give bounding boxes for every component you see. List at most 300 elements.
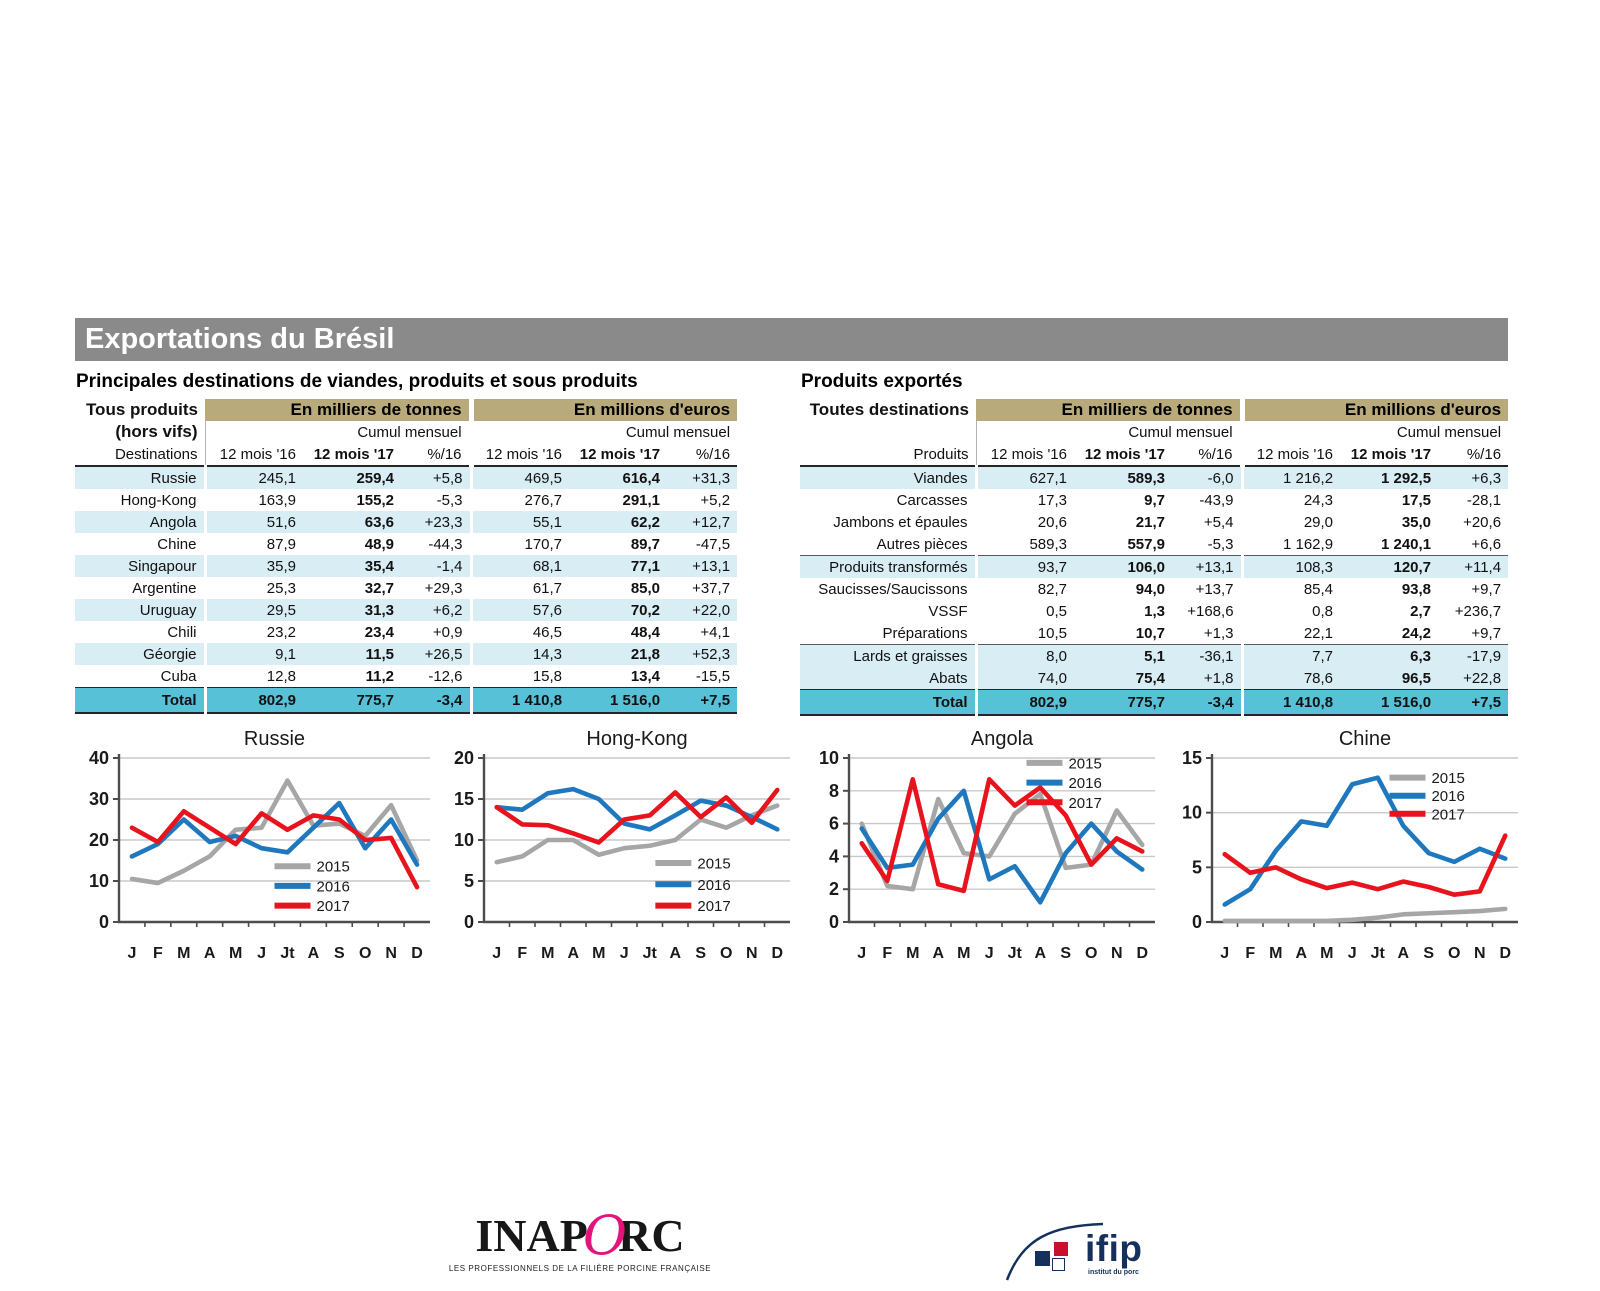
ifip-square-red-icon (1054, 1242, 1068, 1256)
table-cell: 35,9 (205, 555, 303, 577)
table-cell: 32,7 (364, 579, 394, 597)
chart-label: S (695, 945, 707, 962)
chart-label: A (567, 945, 580, 962)
table-cell: 1 292,5 (1340, 466, 1438, 489)
table-cell: 0,8 (1242, 600, 1340, 622)
chart-label: 6 (828, 813, 839, 834)
table-cell: 70,2 (569, 599, 667, 621)
table-cell: +4,1 (700, 623, 731, 641)
table-cell: 87,9 (205, 533, 303, 555)
table-cell: Cumul mensuel (205, 421, 471, 443)
table-cell: 12 mois '16 (976, 443, 1074, 466)
table-cell: +5,2 (700, 491, 731, 509)
chart-label: J (984, 945, 994, 962)
chart-label: A (669, 945, 682, 962)
table-cell: 93,7 (976, 556, 1074, 579)
table-row (75, 466, 737, 489)
ifip-tagline: institut du porc (1088, 1269, 1139, 1276)
chart-label: 2017 (1431, 806, 1465, 824)
chart-label: J (127, 945, 137, 962)
table-cell: 775,7 (303, 688, 401, 714)
chart-title: Hong-Kong (586, 728, 688, 750)
table-cell: (hors vifs) (115, 422, 198, 441)
chart-label: M (592, 945, 606, 962)
chart-label: M (906, 945, 920, 962)
table-cell: 46,5 (471, 621, 569, 643)
table-cell: %/16 (667, 443, 737, 466)
table-cell: 120,7 (1340, 556, 1438, 579)
chart-label: Jt (1007, 945, 1022, 962)
table-cell: Cumul mensuel (1242, 421, 1508, 443)
table-cell (800, 421, 976, 443)
table-cell: +20,6 (1463, 513, 1502, 531)
table-cell: Russie (75, 466, 205, 489)
table-cell: Carcasses (896, 491, 968, 509)
table-cell: -44,3 (428, 535, 463, 553)
chart-label: 2017 (316, 898, 350, 916)
chart-label: N (1110, 945, 1123, 962)
chart-label: 15 (453, 789, 474, 809)
chart-label: 2016 (697, 876, 731, 894)
table-cell: 12 mois '17 (1340, 443, 1438, 466)
table-cell: +31,3 (667, 466, 737, 489)
destinations-table (75, 399, 737, 714)
table-cell: 55,1 (471, 511, 569, 533)
chart-label: 10 (453, 830, 474, 850)
table-cell: 17,5 (1401, 491, 1432, 509)
table-cell: 1 162,9 (1242, 533, 1340, 556)
chart-label: J (1220, 945, 1230, 962)
table-cell: 589,3 (1074, 466, 1172, 489)
chart-canvas (440, 750, 800, 964)
table-cell: 20,6 (976, 511, 1074, 533)
chart-label: 5 (1191, 857, 1202, 878)
table-cell: Préparations (882, 624, 968, 642)
table-cell: +29,3 (424, 579, 463, 597)
chart-label: 2017 (697, 898, 731, 916)
table-cell: +1,8 (1172, 667, 1242, 690)
table-cell: +12,7 (667, 511, 737, 533)
table-cell: VSSF (928, 602, 968, 620)
ifip-logo (1003, 1218, 1178, 1282)
table-row (75, 599, 737, 621)
table-cell: 85,0 (630, 579, 661, 597)
table-cell: 57,6 (471, 599, 569, 621)
table-cell: 106,0 (1074, 556, 1172, 579)
chart-label: N (745, 945, 758, 962)
table-cell: 22,1 (1242, 622, 1340, 645)
chart-label: M (177, 945, 191, 962)
table-cell: Géorgie (75, 643, 205, 665)
chart-label: S (1423, 945, 1435, 962)
table-cell: +11,4 (1438, 556, 1508, 579)
table-cell: 170,7 (471, 533, 569, 555)
chart-label: D (411, 945, 423, 962)
table-cell: Singapour (75, 555, 205, 577)
table-cell: +5,8 (401, 466, 471, 489)
chart-russie (75, 728, 440, 969)
table-cell: Chili (167, 623, 197, 641)
table-row (800, 466, 1508, 489)
table-cell: -6,0 (1172, 466, 1242, 489)
table-cell: 21,8 (569, 643, 667, 665)
table-cell: 259,4 (303, 466, 401, 489)
table-cell: Toutes destinations (809, 400, 969, 419)
table-cell: 51,6 (205, 511, 303, 533)
table-row (75, 577, 737, 599)
chart-label: A (1034, 945, 1047, 962)
chart-label: 2015 (697, 855, 731, 873)
table-cell: 89,7 (630, 535, 661, 553)
chart-label: A (1295, 945, 1308, 962)
table-cell: Argentine (132, 579, 197, 597)
table-cell: 48,9 (364, 535, 394, 553)
table-cell: 12,8 (205, 665, 303, 688)
table-cell: 62,2 (569, 511, 667, 533)
chart-label: 5 (463, 871, 474, 891)
table-cell: 21,7 (1135, 513, 1165, 531)
chart-label: 2016 (316, 878, 350, 896)
table-row (800, 533, 1508, 556)
chart-series-line (132, 803, 417, 865)
chart-canvas (805, 750, 1165, 964)
table-cell: En milliers de tonnes (976, 399, 1242, 421)
table-cell: 14,3 (471, 643, 569, 665)
table-cell: 78,6 (1242, 667, 1340, 690)
chart-label: 2017 (1068, 794, 1102, 812)
table-cell: 48,4 (630, 623, 661, 641)
chart-series-line (1225, 909, 1506, 921)
table-cell: 1,3 (1144, 602, 1165, 620)
table-row (800, 421, 1508, 443)
chart-label: M (541, 945, 555, 962)
table-cell: 25,3 (205, 577, 303, 599)
table-cell: 29,5 (205, 599, 303, 621)
table-cell: En milliers de tonnes (205, 399, 471, 421)
chart-label: A (307, 945, 320, 962)
table-row (800, 622, 1508, 645)
chart-label: F (1245, 945, 1256, 962)
chart-angola (805, 728, 1165, 969)
chart-label: S (1060, 945, 1072, 962)
chart-hong-kong (440, 728, 800, 969)
chart-label: 2015 (1068, 755, 1102, 773)
table-cell: Autres pièces (876, 535, 968, 553)
table-cell: 15,8 (471, 665, 569, 688)
products-section-title: Produits exportés (801, 371, 963, 392)
table-cell: 17,3 (976, 489, 1074, 511)
chart-label: N (385, 945, 397, 962)
table-cell: 7,7 (1242, 645, 1340, 668)
table-cell: 108,3 (1242, 556, 1340, 579)
table-cell: 85,4 (1242, 578, 1340, 600)
chart-label: 2015 (316, 858, 350, 876)
chart-label: 2 (828, 879, 839, 900)
chart-label: J (619, 945, 629, 962)
table-cell: -3,4 (1172, 690, 1242, 716)
table-cell: Produits (800, 443, 976, 466)
table-cell: 469,5 (471, 466, 569, 489)
chart-label: 0 (828, 912, 839, 932)
table-cell: Hong-Kong (120, 491, 197, 509)
table-cell: -5,3 (436, 491, 463, 509)
table-cell: En millions d'euros (471, 399, 737, 421)
table-cell: +9,7 (1471, 580, 1502, 598)
chart-label: M (1269, 945, 1283, 962)
chart-label: F (152, 945, 163, 962)
table-cell: Cumul mensuel (976, 421, 1242, 443)
chart-series-line (497, 806, 778, 863)
page-title-bar (75, 318, 1508, 361)
table-cell: Cumul mensuel (471, 421, 737, 443)
chart-label: S (333, 945, 345, 962)
table-cell: 31,3 (303, 599, 401, 621)
chart-label: 10 (88, 871, 109, 891)
chart-label: Jt (1370, 945, 1385, 962)
table-cell: Viandes (800, 466, 976, 489)
table-cell: +168,6 (1187, 602, 1234, 620)
chart-label: 40 (88, 750, 109, 768)
chart-label: J (1347, 945, 1357, 962)
table-cell: +6,3 (1438, 466, 1508, 489)
chart-label: A (1397, 945, 1410, 962)
chart-label: 4 (828, 846, 839, 867)
table-cell: 96,5 (1340, 667, 1438, 690)
chart-label: D (1499, 945, 1512, 962)
chart-label: F (517, 945, 528, 962)
table-cell: %/16 (401, 443, 471, 466)
chart-canvas (75, 750, 440, 964)
chart-label: 20 (453, 750, 474, 768)
chart-label: J (857, 945, 867, 962)
table-cell: +1,3 (1203, 624, 1234, 642)
chart-label: 2015 (1431, 770, 1465, 788)
table-cell: 12 mois '16 (1242, 443, 1340, 466)
table-cell: 245,1 (205, 466, 303, 489)
chart-title: Russie (243, 728, 306, 750)
table-cell: -12,6 (428, 667, 463, 685)
table-row (800, 645, 1508, 668)
inaporc-logo (425, 1206, 735, 1273)
chart-label: A (203, 945, 216, 962)
table-cell: 12 mois '17 (1074, 443, 1172, 466)
table-cell: -1,4 (401, 555, 471, 577)
table-cell: 276,7 (471, 489, 569, 511)
table-row (75, 443, 737, 466)
table-cell: +6,6 (1471, 535, 1502, 553)
chart-label: O (720, 945, 733, 962)
ifip-square-navy-icon (1035, 1251, 1050, 1266)
chart-label: J (257, 945, 266, 962)
table-cell: +0,9 (432, 623, 463, 641)
chart-canvas (1168, 750, 1528, 964)
table-cell: Jambons et épaules (833, 513, 968, 531)
inaporc-wordmark (425, 1204, 735, 1267)
table-cell: +7,5 (1438, 690, 1508, 716)
table-row (75, 643, 737, 665)
table-cell: Total (800, 690, 976, 716)
page-title: Exportations du Brésil (85, 323, 395, 355)
table-cell: 802,9 (205, 688, 303, 714)
ifip-square-white-icon (1052, 1258, 1065, 1271)
table-cell: +5,4 (1203, 513, 1234, 531)
table-cell: 589,3 (976, 533, 1074, 556)
destinations-section-title: Principales destinations de viandes, produits et sous produits (76, 371, 638, 392)
table-cell: 11,5 (303, 643, 401, 665)
table-row (800, 667, 1508, 690)
chart-label: D (1136, 945, 1149, 962)
table-cell: 9,1 (205, 643, 303, 665)
table-cell: 0,5 (976, 600, 1074, 622)
table-cell: 11,2 (365, 667, 394, 685)
table-cell: 5,1 (1074, 645, 1172, 668)
table-cell: 23,2 (205, 621, 303, 643)
table-cell: 1 410,8 (471, 688, 569, 714)
table-cell: 6,3 (1340, 645, 1438, 668)
table-cell: Chine (157, 535, 197, 553)
products-table (800, 399, 1508, 716)
table-cell: 61,7 (471, 577, 569, 599)
table-cell: +22,0 (667, 599, 737, 621)
table-cell: Cuba (160, 667, 197, 685)
chart-label: 10 (1181, 802, 1202, 823)
table-row (800, 511, 1508, 533)
table-row (75, 489, 737, 511)
chart-label: 15 (1181, 750, 1202, 768)
table-cell: 35,0 (1401, 513, 1432, 531)
chart-label: 0 (98, 912, 109, 932)
inaporc-pink-o: O (582, 1204, 628, 1267)
table-cell: Produits transformés (800, 556, 976, 579)
table-cell: 155,2 (356, 491, 394, 509)
table-cell: 1 410,8 (1242, 690, 1340, 716)
table-row (75, 533, 737, 555)
table-cell: 82,7 (976, 578, 1074, 600)
table-cell: 35,4 (303, 555, 401, 577)
table-cell: Uruguay (75, 599, 205, 621)
table-cell: +9,7 (1471, 624, 1502, 642)
table-cell: -36,1 (1172, 645, 1242, 668)
table-row (75, 621, 737, 643)
chart-label: Jt (280, 945, 295, 962)
table-cell: 24,2 (1401, 624, 1432, 642)
chart-chine (1168, 728, 1528, 969)
chart-label: O (1448, 945, 1461, 962)
chart-label: 0 (463, 912, 474, 932)
table-cell: 77,1 (569, 555, 667, 577)
chart-label: O (1085, 945, 1098, 962)
table-row (800, 600, 1508, 622)
table-cell: +13,7 (1195, 580, 1234, 598)
table-cell: 8,0 (976, 645, 1074, 668)
chart-label: Jt (642, 945, 657, 962)
inaporc-tagline: LES PROFESSIONNELS DE LA FILIÈRE PORCINE FRANÇAISE (448, 1264, 712, 1273)
table-cell: 1 516,0 (569, 688, 667, 714)
ifip-wordmark: ifip (1085, 1228, 1143, 1269)
chart-label: 10 (818, 750, 839, 768)
table-cell: +13,1 (1172, 556, 1242, 579)
chart-title: Angola (970, 728, 1034, 750)
table-cell: -28,1 (1466, 491, 1502, 509)
table-row (75, 688, 737, 714)
table-cell: 13,4 (630, 667, 661, 685)
inaporc-part1: INAP (475, 1210, 588, 1261)
chart-label: O (358, 945, 372, 962)
table-cell: +26,5 (401, 643, 471, 665)
chart-label: 2016 (1068, 775, 1102, 793)
chart-label: M (228, 945, 243, 962)
table-cell: 802,9 (976, 690, 1074, 716)
table-cell: -5,3 (1207, 535, 1234, 553)
table-cell: +13,1 (667, 555, 737, 577)
table-cell: En millions d'euros (1242, 399, 1508, 421)
table-row (800, 690, 1508, 716)
table-row (800, 556, 1508, 579)
chart-label: 20 (88, 830, 109, 850)
table-row (75, 555, 737, 577)
table-cell: 74,0 (976, 667, 1074, 690)
table-cell: Tous produits (85, 400, 198, 419)
table-cell: -47,5 (695, 535, 731, 553)
table-cell: 93,8 (1401, 580, 1432, 598)
table-cell: Destinations (75, 443, 205, 466)
table-cell: +22,8 (1438, 667, 1508, 690)
table-cell: 775,7 (1074, 690, 1172, 716)
chart-label: M (1320, 945, 1334, 962)
table-cell: 1 216,2 (1242, 466, 1340, 489)
table-cell: 63,6 (303, 511, 401, 533)
chart-label: A (932, 945, 945, 962)
chart-label: N (1473, 945, 1486, 962)
charts-row (0, 728, 1600, 968)
table-cell: 9,7 (1144, 491, 1165, 509)
table-cell: 24,3 (1242, 489, 1340, 511)
table-cell: Lards et graisses (800, 645, 976, 668)
table-cell: Saucisses/Saucissons (818, 580, 968, 598)
table-cell: 12 mois '17 (303, 443, 401, 466)
table-row (800, 578, 1508, 600)
table-cell: 29,0 (1242, 511, 1340, 533)
table-cell: 10,5 (976, 622, 1074, 645)
table-cell: 10,7 (1135, 624, 1165, 642)
table-cell: 23,4 (364, 623, 394, 641)
chart-title: Chine (1338, 728, 1392, 750)
table-cell: +236,7 (1454, 602, 1502, 620)
table-cell: 68,1 (471, 555, 569, 577)
table-cell: 12 mois '17 (569, 443, 667, 466)
table-cell: 557,9 (1127, 535, 1165, 553)
table-cell: 163,9 (205, 489, 303, 511)
table-row (800, 399, 1508, 421)
table-cell: -15,5 (695, 667, 731, 685)
table-cell: -43,9 (1199, 491, 1234, 509)
table-cell: +52,3 (667, 643, 737, 665)
table-cell: 1 516,0 (1340, 690, 1438, 716)
table-row (75, 421, 737, 443)
inaporc-part3: RC (618, 1210, 685, 1261)
chart-label: J (492, 945, 502, 962)
table-row (75, 665, 737, 688)
table-cell: 627,1 (976, 466, 1074, 489)
table-cell: 2,7 (1410, 602, 1432, 620)
table-cell: 12 mois '16 (205, 443, 303, 466)
table-cell: Total (75, 688, 205, 714)
table-cell: 94,0 (1135, 580, 1165, 598)
table-cell: 75,4 (1074, 667, 1172, 690)
table-cell: 616,4 (569, 466, 667, 489)
table-row (75, 511, 737, 533)
chart-label: 8 (828, 780, 839, 801)
